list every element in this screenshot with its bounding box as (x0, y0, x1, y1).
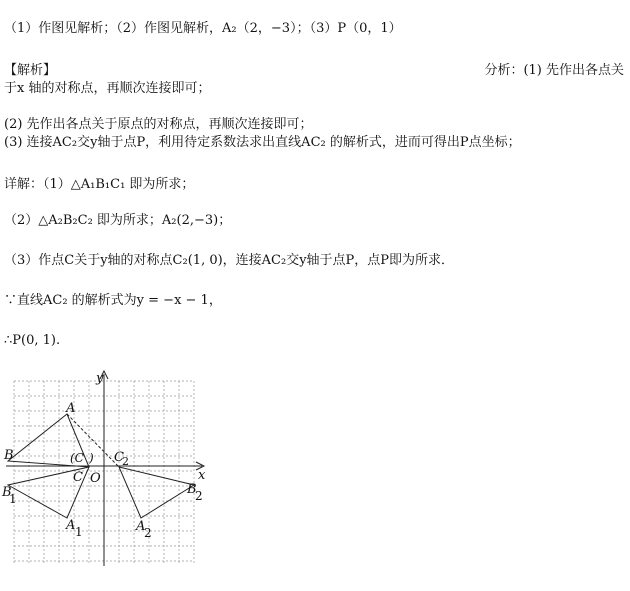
label-C: C (73, 470, 83, 485)
label-O: O (90, 471, 101, 486)
detail-2: （2）△A₂B₂C₂ 即为所求；A₂(2,−3)； (4, 213, 232, 228)
triangle-A2B2C2 (119, 467, 194, 518)
label-B: B (4, 448, 14, 463)
answer-line: （1）作图见解析；（2）作图见解析，A₂（2，−3）；（3）P（0，1） (4, 21, 402, 36)
label-A2: A (136, 519, 146, 534)
label-x: x (198, 468, 206, 483)
analysis-step3: (3) 连接AC₂交y轴于点P，利用待定系数法求出直线AC₂ 的解析式，进而可得出P点坐标； (4, 135, 521, 150)
detail-1: 详解：（1）△A₁B₁C₁ 即为所求； (4, 177, 195, 192)
label-A2-sub: 2 (144, 526, 152, 540)
label-B1: B (2, 485, 12, 500)
label-C1: (C (70, 451, 84, 465)
label-B2-sub: 2 (195, 489, 203, 503)
label-C2: C (114, 450, 124, 465)
figure-svg (0, 360, 230, 587)
label-A1-sub: 1 (75, 525, 83, 539)
label-A1: A (66, 518, 76, 533)
label-B2: B (187, 482, 197, 497)
label-y: y (96, 371, 104, 386)
analysis-step2: (2) 先作出各点关于原点的对称点，再顺次连接即可； (4, 117, 313, 132)
detail-5: ∴P(0, 1). (4, 333, 61, 348)
label-B1-sub: 1 (9, 492, 17, 506)
axes (6, 371, 204, 566)
analysis-intro: 分析：(1) 先作出各点关 (484, 63, 624, 78)
coordinate-figure (0, 360, 230, 587)
detail-3: （3）作点C关于y轴的对称点C₂(1, 0)，连接AC₂交y轴于点P，点P即为所求． (4, 253, 455, 268)
label-C2-sub: 2 (122, 455, 129, 468)
label-C1-sub: ) (89, 451, 94, 465)
analysis-tag: 【解析】 (4, 63, 57, 78)
analysis-step1: 于x 轴的对称点，再顺次连接即可； (4, 81, 211, 96)
label-A: A (66, 401, 76, 416)
detail-4: ∵直线AC₂ 的解析式为y = −x − 1， (4, 293, 222, 308)
